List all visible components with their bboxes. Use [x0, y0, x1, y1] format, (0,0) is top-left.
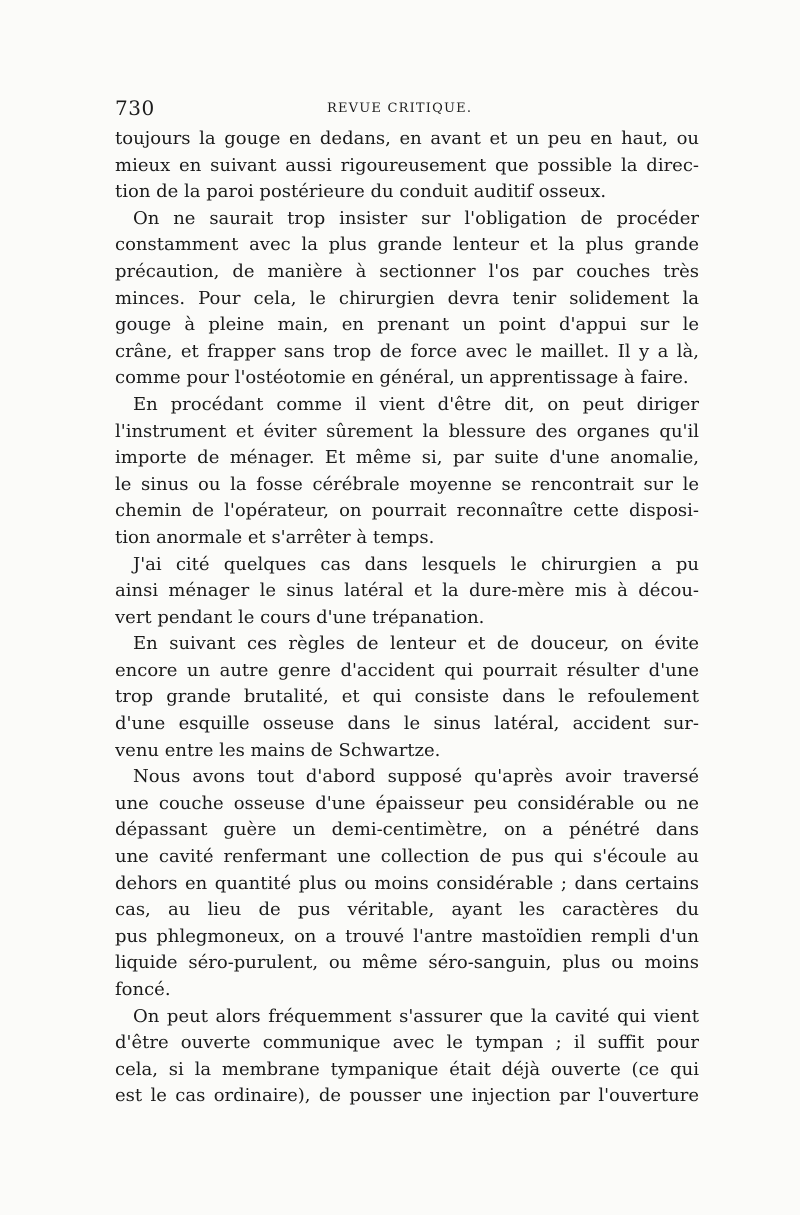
- paragraph: [115, 126, 699, 206]
- text-line: dépassant guère un demi-centimètre, on a pénétré dans: [115, 819, 699, 841]
- text-line: l'instrument et éviter sûrement la blessure des organes qu'il: [115, 420, 699, 442]
- text-line: précaution, de manière à sectionner l'os par couches très: [115, 260, 699, 282]
- text-line: trop grande brutalité, et qui consiste dans le refoulement: [115, 686, 699, 708]
- text-line: vert pendant le cours d'une trépanation.: [115, 606, 485, 628]
- text-line: une couche osseuse d'une épaisseur peu considérable ou ne: [115, 792, 699, 814]
- text-line: J'ai cité quelques cas dans lesquels le chirurgien a pu: [133, 553, 699, 575]
- text-line: importe de ménager. Et même si, par suite d'une anomalie,: [115, 447, 699, 469]
- text-line: toujours la gouge en dedans, en avant et un peu en haut, ou: [115, 128, 699, 149]
- running-head: REVUE CRITIQUE.: [327, 101, 473, 116]
- paragraph: [115, 392, 699, 552]
- paragraph: [115, 206, 699, 392]
- text-line: minces. Pour cela, le chirurgien devra tenir solidement la: [115, 287, 699, 309]
- text-line: pus phlegmoneux, on a trouvé l'antre mastoïdien rempli d'un: [115, 925, 699, 947]
- text-line: On peut alors fréquemment s'assurer que la cavité qui vient: [133, 1005, 699, 1027]
- text-line: liquide séro-purulent, ou même séro-sanguin, plus ou moins: [115, 952, 699, 974]
- paragraph: [115, 764, 699, 1003]
- text-line: d'être ouverte communique avec le tympan ; il suffit pour: [115, 1032, 699, 1054]
- text-line: ainsi ménager le sinus latéral et la dure-mère mis à décou-: [115, 580, 699, 602]
- text-line: foncé.: [115, 979, 171, 1000]
- text-line: cela, si la membrane tympanique était déjà ouverte (ce qui: [115, 1058, 699, 1080]
- text-line: chemin de l'opérateur, on pourrait reconnaître cette disposi-: [115, 500, 699, 522]
- text-line: Nous avons tout d'abord supposé qu'après avoir traversé: [133, 766, 699, 788]
- text-line: On ne saurait trop insister sur l'obligation de procéder: [133, 207, 699, 229]
- paragraph: [115, 1004, 699, 1110]
- text-line: est le cas ordinaire), de pousser une injection par l'ouverture: [115, 1085, 699, 1107]
- paragraph: [115, 552, 699, 632]
- text-line: En procédant comme il vient d'être dit, on peut diriger: [133, 393, 699, 415]
- text-line: mieux en suivant aussi rigoureusement que possible la direc-: [115, 154, 699, 176]
- page-number: 730: [115, 96, 155, 120]
- text-line: venu entre les mains de Schwartze.: [115, 739, 441, 761]
- page-header: [115, 96, 700, 126]
- text-line: gouge à pleine main, en prenant un point d'appui sur le: [115, 314, 699, 336]
- body-text: [115, 126, 699, 1110]
- text-line: d'une esquille osseuse dans le sinus latéral, accident sur-: [115, 713, 699, 735]
- text-line: dehors en quantité plus ou moins considérable ; dans certains: [115, 872, 699, 894]
- text-line: constamment avec la plus grande lenteur et la plus grande: [115, 234, 699, 256]
- paragraph: [115, 631, 699, 764]
- text-line: tion anormale et s'arrêter à temps.: [115, 526, 435, 548]
- text-line: le sinus ou la fosse cérébrale moyenne se rencontrait sur le: [115, 473, 699, 495]
- text-line: une cavité renfermant une collection de pus qui s'écoule au: [115, 846, 699, 868]
- text-line: En suivant ces règles de lenteur et de douceur, on évite: [133, 633, 699, 655]
- text-line: encore un autre genre d'accident qui pourrait résulter d'une: [115, 659, 699, 681]
- text-line: comme pour l'ostéotomie en général, un apprentissage à faire.: [115, 367, 689, 389]
- text-line: cas, au lieu de pus véritable, ayant les caractères du: [115, 899, 699, 921]
- text-line: tion de la paroi postérieure du conduit auditif osseux.: [115, 181, 607, 203]
- text-line: crâne, et frapper sans trop de force avec le maillet. Il y a là,: [115, 340, 699, 362]
